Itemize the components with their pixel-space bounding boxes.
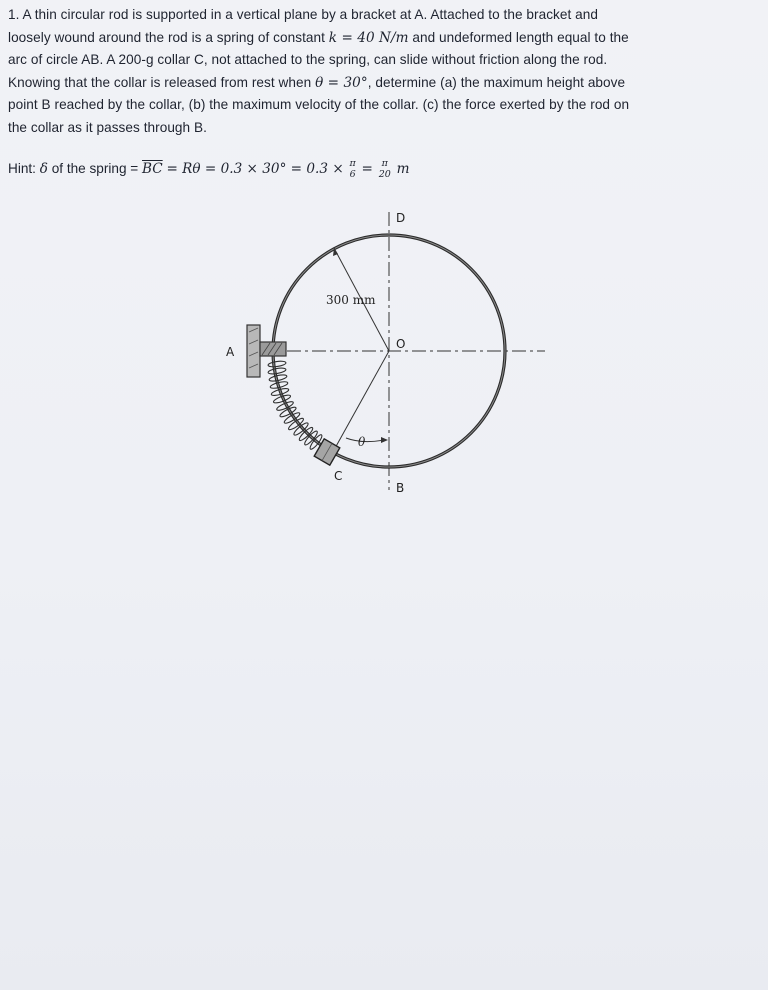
problem-text-7: point B reached by the collar, (b) the maximum velocity of the collar. (c) the force exerted by the rod on [8, 97, 630, 113]
hint-label: Hint: [8, 161, 36, 176]
hint-fraction-1-numerator: π [349, 158, 356, 170]
label-o: O [396, 337, 406, 351]
label-radius: 300 mm [326, 293, 376, 307]
hint-delta: δ [39, 161, 48, 177]
label-theta: θ [358, 435, 366, 449]
hint-equation-2: = [361, 161, 373, 177]
label-b: B [396, 481, 405, 495]
label-c: C [334, 469, 343, 483]
hint-spring-text: of the spring = [51, 161, 139, 176]
spring-coil [268, 360, 324, 450]
problem-number: 1. [8, 7, 20, 22]
theta-arrowhead-icon [381, 437, 388, 443]
problem-text-3: and undeformed length equal to the [412, 29, 629, 45]
hint-fraction-2-numerator: π [381, 158, 388, 170]
problem-text-1: A thin circular rod is supported in a vertical plane by a bracket at A. Attached to the bracket and [22, 7, 598, 22]
spring-constant: k = 40 N/m [328, 29, 409, 46]
problem-text-4: arc of circle AB. A 200-g collar C, not attached to the spring, can slide without friction along the rod. [8, 52, 608, 68]
problem-text-8: the collar as it passes through B. [8, 119, 207, 135]
hint-arc-bc: $\overline{BC}$ [142, 161, 163, 177]
release-angle: θ = 30° [315, 74, 368, 91]
hint-equation-1: = Rθ = 0.3 × 30° = 0.3 × [166, 161, 344, 177]
hint-unit: m [396, 161, 410, 177]
label-d: D [396, 211, 406, 225]
bracket-clamp [260, 342, 286, 356]
problem-text-5: Knowing that the collar is released from rest when [8, 74, 312, 90]
bracket-plate [247, 325, 260, 377]
problem-text-6: , determine (a) the maximum height above [367, 74, 626, 90]
hint-fraction-2-denominator: 20 [378, 169, 391, 181]
problem-text-2: loosely wound around the rod is a spring of constant [8, 29, 325, 45]
hint-fraction-1-denominator: 6 [349, 169, 356, 181]
label-a: A [226, 345, 235, 359]
